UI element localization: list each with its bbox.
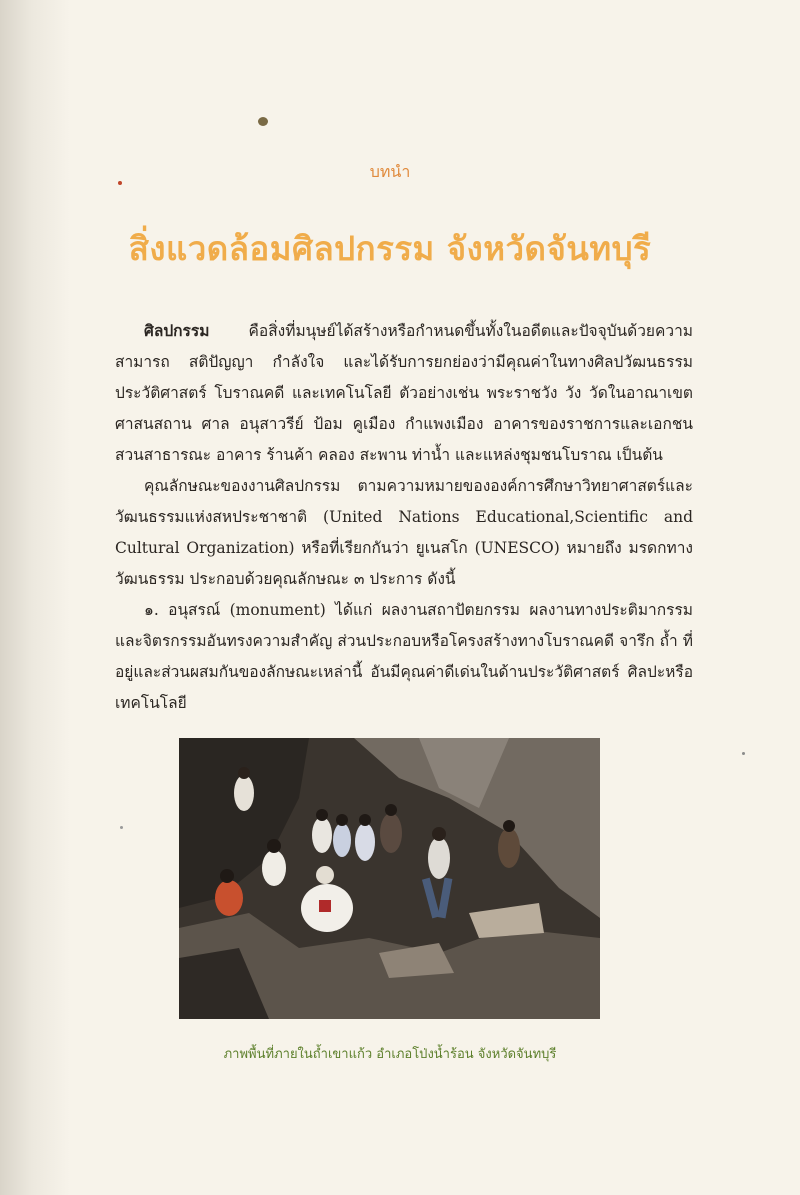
defined-term: ศิลปกรรม	[144, 321, 210, 340]
page-title: สิ่งแวดล้อมศิลปกรรม จังหวัดจันทบุรี	[128, 229, 652, 268]
body-text	[115, 315, 693, 719]
definition-text: คือสิ่งที่มนุษย์ได้สร้างหรือกำหนดขึ้นทั้งในอดีตและปัจจุบันด้วยความสามารถ สติปัญญา กำลังใจ และได้รับการยกย่องว่ามีคุณค่าในทางศิลปวัฒนธรรมประวัติศาสตร์ โบราณคดี และเทคโนโลยี ตัวอย่างเช่น พระราชวัง วัง วัดในอาณาเขต ศาสนสถาน ศาล อนุสาวรีย์ ป้อม คูเมือง กำแพงเมือง อาคารของราชการและเอกชน สวนสาธารณะ อาคาร ร้านค้า คลอง สะพาน ท่าน้ำ และแหล่งชุมชนโบราณ เป็นต้น	[115, 322, 693, 464]
paper-speck	[120, 826, 123, 829]
cave-photo-illustration	[179, 738, 600, 1019]
paragraph-definition	[115, 315, 693, 471]
paper-speck	[258, 117, 268, 126]
paper-speck	[742, 752, 745, 755]
photo-caption: ภาพพื้นที่ภายในถ้ำเขาแก้ว อำเภอโป่งน้ำร้อน จังหวัดจันทบุรี	[223, 1047, 557, 1062]
paragraph-unesco: คุณลักษณะของงานศิลปกรรม ตามความหมายขององค์การศึกษาวิทยาศาสตร์และวัฒนธรรมแห่งสหประชาชาติ (United Nations Educational,Scientific and Cultural Organization) หรือที่เรียกกันว่า ยูเนสโก (UNESCO) หมายถึง มรดกทางวัฒนธรรม ประกอบด้วยคุณลักษณะ ๓ ประการ ดังนี้	[115, 477, 693, 588]
section-label: บทนำ	[369, 162, 411, 181]
paragraph-monument: ๑. อนุสรณ์ (monument) ได้แก่ ผลงานสถาปัตยกรรม ผลงานทางประติมากรรมและจิตรกรรมอันทรงความสำคัญ ส่วนประกอบหรือโครงสร้างทางโบราณคดี จารึก ถ้ำ ที่อยู่และส่วนผสมกันของลักษณะเหล่านี้ อันมีคุณค่าดีเด่นในด้านประวัติศาสตร์ ศิลปะหรือเทคโนโลยี	[115, 601, 693, 712]
cave-photo	[179, 738, 600, 1019]
